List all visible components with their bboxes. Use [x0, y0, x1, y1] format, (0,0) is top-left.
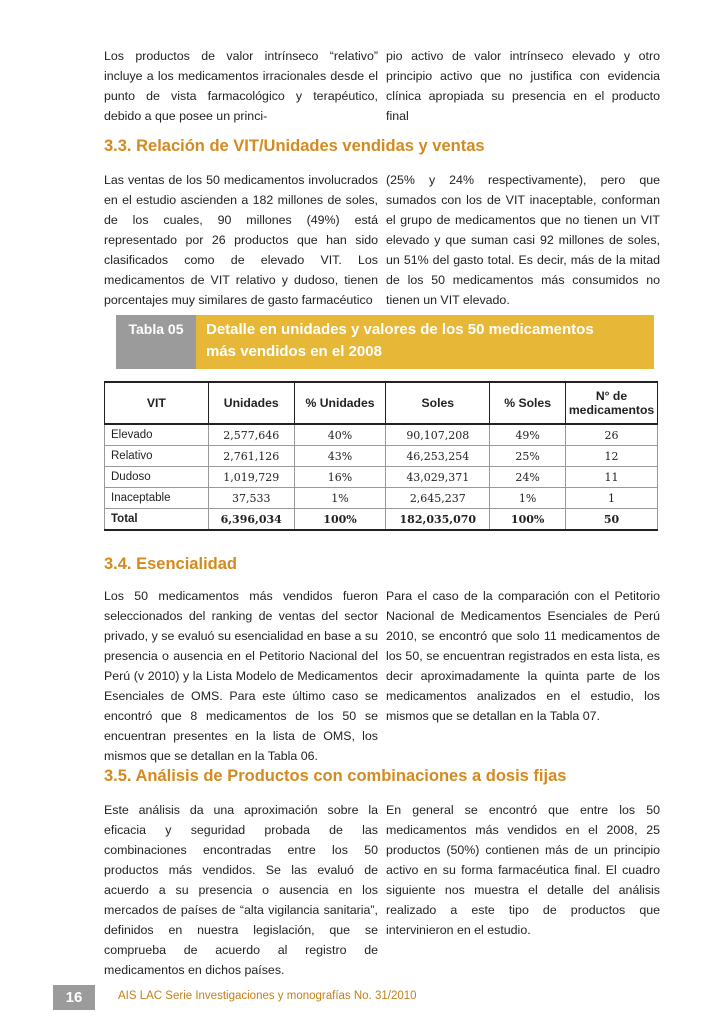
table-cell: 1,019,729: [208, 467, 294, 488]
section-3-4-heading: 3.4. Esencialidad: [104, 555, 237, 573]
intro-columns: [104, 46, 660, 126]
section-3-3-columns: [104, 170, 660, 310]
table-05-title-line2: más vendidos en el 2008: [206, 343, 382, 360]
table-row: [105, 467, 658, 488]
table-cell: Dudoso: [105, 467, 209, 488]
col-header-unidades: Unidades: [208, 382, 294, 424]
section-3-5-left-column: [104, 800, 378, 980]
table-cell: Total: [105, 509, 209, 531]
table-cell: 43,029,371: [386, 467, 490, 488]
section-3-4-left-column: [104, 586, 378, 766]
table-row: [105, 488, 658, 509]
section-3-4-right-column: [386, 586, 660, 766]
table-cell: 25%: [490, 446, 566, 467]
table-cell: 2,645,237: [386, 488, 490, 509]
table-header-row: [105, 382, 658, 424]
intro-left-text: Los productos de valor intrínseco “relativo” incluye a los medicamentos irracionales desde el punto de vista farmacológico y terapéutico, debido a que posee un princi-: [104, 49, 378, 123]
col-header-vit: VIT: [105, 382, 209, 424]
table-05-title-line1: Detalle en unidades y valores de los 50 medicamentos: [206, 321, 594, 338]
table-cell: 1%: [294, 488, 386, 509]
table-cell: Elevado: [105, 424, 209, 446]
section-3-5-right-column: [386, 800, 660, 980]
intro-right-column: [386, 46, 660, 126]
table-cell: 1%: [490, 488, 566, 509]
table-cell: 1: [566, 488, 658, 509]
table-row: [105, 446, 658, 467]
table-05-title: [196, 315, 654, 369]
section-3-5-columns: [104, 800, 660, 980]
intro-right-text: pio activo de valor intrínseco elevado y otro principio activo que no justifica con evidencia clínica apropiada su presencia en el producto final: [386, 49, 660, 123]
section-3-5-left-text: Este análisis da una aproximación sobre la eficacia y seguridad probada de las combinaciones encontradas entre los 50 productos más vendidos. Se las evaluó de acuerdo a su presencia o ausencia en los mercados de países de “alta vigilancia sanitaria”, definidos en nuestra legislación, que se comprueba de acuerdo al registro de medicamentos en dichos países.: [104, 803, 378, 977]
page-number: 16: [53, 985, 95, 1010]
table-cell: 24%: [490, 467, 566, 488]
table-cell: 11: [566, 467, 658, 488]
table-cell: Relativo: [105, 446, 209, 467]
table-cell: 16%: [294, 467, 386, 488]
table-total-row: [105, 509, 658, 531]
col-header-n-medicamentos: N° de medicamentos: [566, 382, 658, 424]
section-3-3-heading: 3.3. Relación de VIT/Unidades vendidas y ventas: [104, 137, 485, 155]
table-cell: 49%: [490, 424, 566, 446]
table-05-label: Tabla 05: [116, 315, 196, 369]
intro-left-column: [104, 46, 378, 126]
table-row: [105, 424, 658, 446]
table-cell: 37,533: [208, 488, 294, 509]
section-3-4-columns: [104, 586, 660, 766]
table-cell: 2,761,126: [208, 446, 294, 467]
table-05: [104, 381, 658, 531]
section-3-4-left-text: Los 50 medicamentos más vendidos fueron seleccionados del ranking de ventas del sector privado, y se evaluó su esencialidad en base a su presencia o ausencia en el Petitorio Nacional del Perú (v 2010) y la Lista Modelo de Medicamentos Esenciales de OMS. Para este último caso se encontró que 8 medicamentos de los 50 se encuentran presentes en la lista de OMS, los mismos que se detallan en la Tabla 06.: [104, 589, 378, 763]
section-3-3-left-column: [104, 170, 378, 310]
table-cell: 46,253,254: [386, 446, 490, 467]
table-cell: 12: [566, 446, 658, 467]
footer-series-text: AIS LAC Serie Investigaciones y monografías No. 31/2010: [118, 990, 417, 1002]
table-cell: 43%: [294, 446, 386, 467]
section-3-5-right-text: En general se encontró que entre los 50 medicamentos más vendidos en el 2008, 25 productos (50%) contienen más de un principio activo en su forma farmacéutica final. El cuadro siguiente nos muestra el detalle del análisis realizado a este tipo de productos que intervinieron en el estudio.: [386, 803, 660, 937]
col-header-pct-soles: % Soles: [490, 382, 566, 424]
table-cell: 90,107,208: [386, 424, 490, 446]
table-cell: 26: [566, 424, 658, 446]
col-header-pct-unidades: % Unidades: [294, 382, 386, 424]
table-cell: 40%: [294, 424, 386, 446]
section-3-3-right-column: [386, 170, 660, 310]
table-cell: 6,396,034: [208, 509, 294, 531]
section-3-3-right-text: (25% y 24% respectivamente), pero que sumados con los de VIT inaceptable, conforman el grupo de medicamentos que no tienen un VIT elevado y que suman casi 92 millones de soles, un 51% del gasto total. Es decir, más de la mitad de los 50 medicamentos más consumidos no tienen un VIT elevado.: [386, 173, 660, 307]
table-cell: Inaceptable: [105, 488, 209, 509]
table-cell: 100%: [294, 509, 386, 531]
section-3-5-heading: 3.5. Análisis de Productos con combinaciones a dosis fijas: [104, 767, 567, 785]
section-3-3-left-text: Las ventas de los 50 medicamentos involucrados en el estudio ascienden a 182 millones de soles, de los cuales, 90 millones (49%) está representado por 26 productos que han sido clasificados como de elevado VIT. Los medicamentos de VIT relativo y dudoso, tienen porcentajes muy similares de gasto farmacéutico: [104, 173, 378, 307]
col-header-soles: Soles: [386, 382, 490, 424]
table-05-banner: [116, 315, 654, 369]
table-cell: 2,577,646: [208, 424, 294, 446]
table-cell: 182,035,070: [386, 509, 490, 531]
table-cell: 100%: [490, 509, 566, 531]
table-cell: 50: [566, 509, 658, 531]
section-3-4-right-text: Para el caso de la comparación con el Petitorio Nacional de Medicamentos Esenciales de Perú 2010, se encontró que solo 11 medicamentos de los 50, se encuentran registrados en esta lista, es decir aproximadamente la quinta parte de los medicamentos analizados en el estudio, los mismos que se detallan en la Tabla 07.: [386, 589, 660, 723]
